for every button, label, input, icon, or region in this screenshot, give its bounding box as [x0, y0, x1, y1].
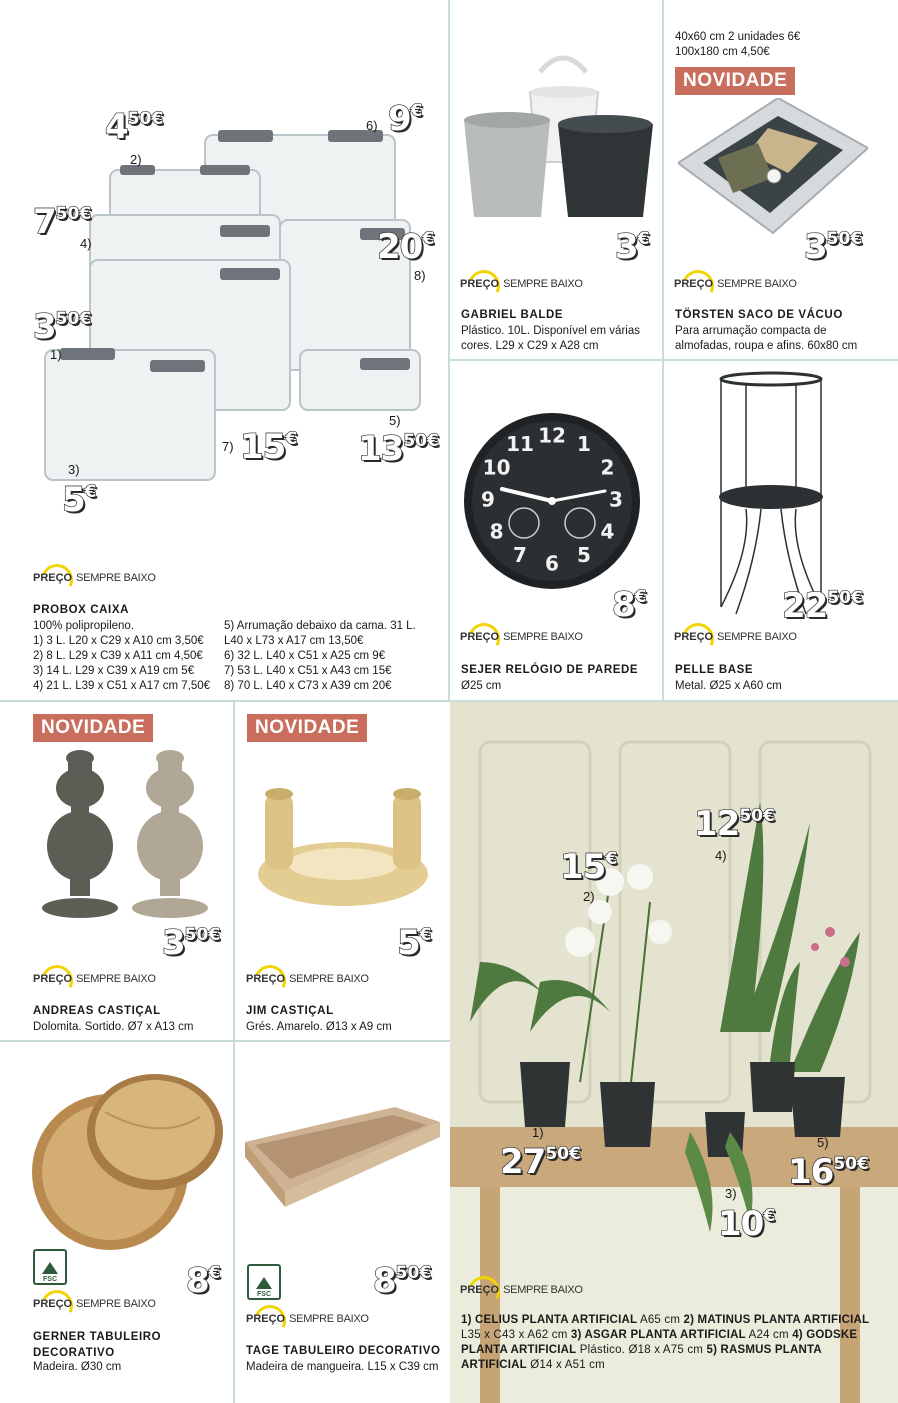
label-box-6: 6): [366, 118, 378, 133]
preco-sempre-baixo-logo: PREÇO SEMPRE BAIXO: [674, 272, 797, 296]
preco-sempre-baixo-logo: PREÇO SEMPRE BAIXO: [246, 1307, 369, 1331]
product-description: Dolomita. Sortido. Ø7 x A13 cm: [33, 1021, 194, 1033]
clock-number: 2: [600, 455, 615, 480]
fsc-logo: FSC: [247, 1264, 281, 1300]
clock-number: 11: [506, 432, 534, 457]
list-item: 7) 53 L. L40 x C51 x A43 cm 15€: [224, 665, 392, 677]
price-plant-1: 2750€: [500, 1142, 581, 1182]
label-box-2: 2): [130, 152, 142, 167]
product-title: GABRIEL BALDE: [461, 309, 564, 321]
clock-number: 9: [481, 487, 495, 512]
label-box-1: 1): [50, 347, 62, 362]
bucket-image: [458, 52, 658, 227]
price: 350€: [162, 923, 221, 963]
price-box-5: 1350€: [358, 429, 439, 469]
clock-number: 8: [489, 519, 504, 544]
preco-sempre-baixo-logo: PREÇO SEMPRE BAIXO: [460, 272, 583, 296]
label-box-8: 8): [414, 268, 426, 283]
list-item: 1) 3 L. L20 x C29 x A10 cm 3,50€: [33, 635, 204, 647]
product-description: Madeira de mangueira. L15 x C39 cm: [246, 1361, 439, 1373]
label-box-5: 5): [389, 413, 401, 428]
price-plant-2: 15€: [560, 847, 618, 887]
plants-description: 1) CELIUS PLANTA ARTIFICIAL A65 cm 2) MATINUS PLANTA ARTIFICIAL L35 x C43 x A62 cm 3) ASGAR PLANTA ARTIFICIAL A24 cm 4) GODSKE PLANTA ARTIFICIAL Plástico. Ø18 x A75 cm 5) RASMUS PLANTA ARTIFICIAL Ø14 x A51 cm: [461, 1314, 870, 1371]
clock-number: 3: [609, 487, 623, 512]
label-box-3: 3): [68, 462, 80, 477]
price: 3€: [615, 227, 650, 267]
price: 5€: [397, 923, 432, 963]
clock-number: 1: [577, 432, 591, 457]
preco-sempre-baixo-logo: PREÇO SEMPRE BAIXO: [33, 1292, 156, 1316]
list-item: 5) Arrumação debaixo da cama. 31 L.: [224, 620, 416, 632]
product-description: Ø25 cm: [461, 680, 502, 692]
preco-sempre-baixo-logo: PREÇO SEMPRE BAIXO: [246, 967, 369, 991]
product-title: TÖRSTEN SACO DE VÁCUO: [675, 309, 843, 321]
preco-sempre-baixo-logo: PREÇO SEMPRE BAIXO: [460, 625, 583, 649]
saco-panel: [664, 0, 898, 359]
price: 2250€: [782, 586, 863, 626]
price-plant-5: 1650€: [788, 1152, 869, 1192]
clock-number: 4: [600, 519, 615, 544]
size-list-2: [224, 619, 416, 694]
label-box-7: 7): [222, 439, 234, 454]
candlestick-image: [40, 748, 220, 923]
relogio-panel: [450, 361, 662, 700]
preco-sempre-baixo-logo: PREÇO SEMPRE BAIXO: [674, 625, 797, 649]
price-box-6: 9€: [388, 99, 423, 139]
list-item: 6) 32 L. L40 x C51 x A25 cm 9€: [224, 650, 386, 662]
vacuum-bag-image: [678, 98, 868, 238]
list-item: 3) 14 L. L29 x C39 x A19 cm 5€: [33, 665, 195, 677]
price-box-2: 450€: [105, 107, 164, 147]
product-title: PROBOX CAIXA: [33, 604, 130, 616]
price: 8€: [186, 1261, 221, 1301]
product-title: SEJER RELÓGIO DE PAREDE: [461, 664, 639, 676]
product-description: Plástico. 10L. Disponível em várias cores. L29 x C29 x A28 cm: [461, 325, 640, 352]
list-item: 2) 8 L. L29 x C39 x A11 cm 4,50€: [33, 650, 203, 662]
saco-size-options: 40x60 cm 2 unidades 6€ 100x180 cm 4,50€: [675, 31, 801, 58]
plant-stand-image: [716, 369, 826, 621]
label-box-4: 4): [80, 236, 92, 251]
price-box-7: 15€: [240, 427, 298, 467]
clock-number: 10: [482, 455, 511, 480]
clock-number: 5: [577, 542, 591, 567]
product-title: PELLE BASE: [675, 664, 754, 676]
andreas-castical-panel: [0, 702, 233, 1040]
product-description: Para arrumação compacta de almofadas, roupa e afins. 60x80 cm: [675, 325, 858, 352]
product-description: Grés. Amarelo. Ø13 x A9 cm: [246, 1021, 392, 1033]
novidade-badge: NOVIDADE: [675, 67, 795, 95]
gerner-tabuleiro-panel: [0, 1042, 233, 1403]
label-plant-1: 1): [532, 1125, 544, 1140]
probox-panel: [0, 0, 448, 700]
price-box-1: 350€: [33, 307, 92, 347]
product-title: GERNER TABULEIRO DECORATIVO: [33, 1331, 162, 1359]
list-item: 8) 70 L. L40 x C73 x A39 cm 20€: [224, 680, 392, 692]
clock-number: 6: [545, 551, 559, 576]
preco-sempre-baixo-logo: PREÇO SEMPRE BAIXO: [33, 967, 156, 991]
candle-holder-image: [255, 784, 435, 914]
wooden-tray-image: [245, 1107, 440, 1227]
price: 8€: [612, 585, 647, 625]
product-title: ANDREAS CASTIÇAL: [33, 1005, 161, 1017]
plantas-panel: [450, 702, 898, 1403]
label-plant-3: 3): [725, 1186, 737, 1201]
fsc-logo: FSC: [33, 1249, 67, 1285]
price-box-4: 750€: [33, 202, 92, 242]
product-title: JIM CASTIÇAL: [246, 1005, 334, 1017]
product-material: 100% polipropileno.: [33, 620, 135, 632]
balde-panel: [450, 0, 662, 359]
list-item: L40 x L73 x A17 cm 13,50€: [224, 635, 364, 647]
price-plant-4: 1250€: [694, 804, 775, 844]
clock-number: 7: [513, 542, 527, 567]
list-item: 4) 21 L. L39 x C51 x A17 cm 7,50€: [33, 680, 211, 692]
round-tray-image: [30, 1072, 230, 1257]
preco-sempre-baixo-logo: PREÇO SEMPRE BAIXO: [460, 1278, 583, 1302]
tage-tabuleiro-panel: [235, 1042, 448, 1403]
label-plant-4: 4): [715, 848, 727, 863]
label-plant-2: 2): [583, 889, 595, 904]
product-description: Madeira. Ø30 cm: [33, 1361, 122, 1373]
jim-castical-panel: [235, 702, 448, 1040]
novidade-badge: NOVIDADE: [33, 714, 153, 742]
product-title: TAGE TABULEIRO DECORATIVO: [246, 1345, 441, 1357]
product-description: Metal. Ø25 x A60 cm: [675, 680, 782, 692]
price-box-3: 5€: [62, 480, 97, 520]
label-plant-5: 5): [817, 1135, 829, 1150]
price-plant-3: 10€: [718, 1204, 776, 1244]
wall-clock-image: [462, 411, 642, 591]
base-panel: [664, 361, 898, 700]
novidade-badge: NOVIDADE: [247, 714, 367, 742]
price-box-8: 20€: [377, 227, 435, 267]
size-list-1: [33, 634, 210, 694]
preco-sempre-baixo-logo: PREÇO SEMPRE BAIXO: [33, 566, 156, 590]
clock-number: 12: [538, 423, 566, 448]
price: 850€: [373, 1261, 432, 1301]
price: 350€: [804, 227, 863, 267]
